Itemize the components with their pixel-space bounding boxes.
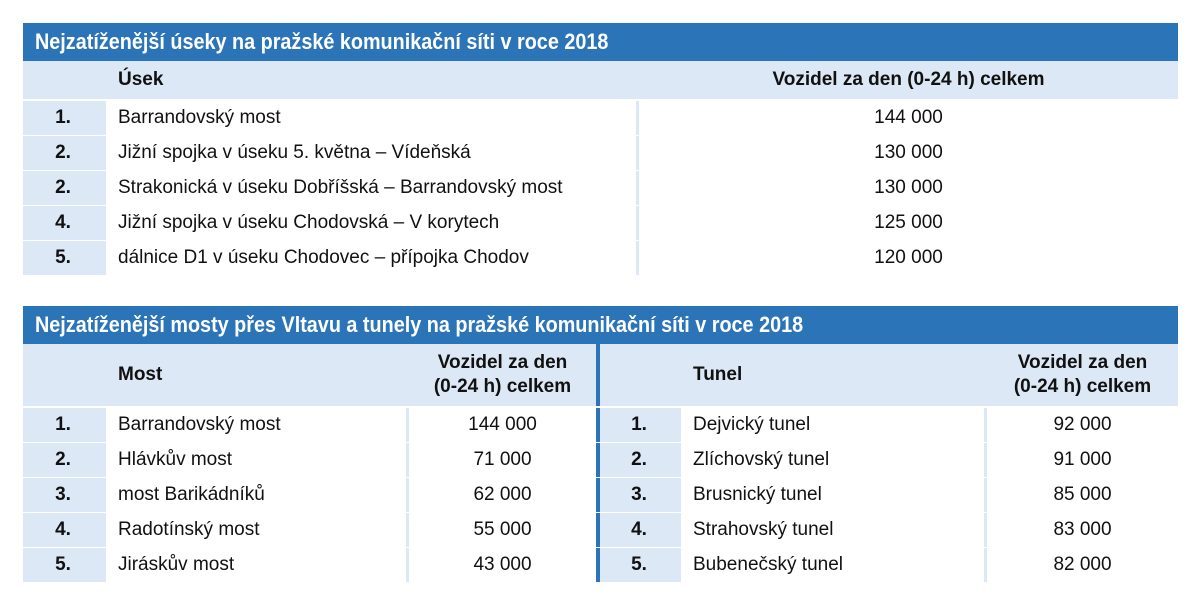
rank-cell: 5. xyxy=(23,241,103,275)
bridge-rank-cell: 2. xyxy=(23,443,103,477)
tunnel-rank-cell: 1. xyxy=(600,408,678,442)
rank-cell: 1. xyxy=(23,101,103,135)
table-row xyxy=(23,513,1178,548)
section-header: Úsek xyxy=(103,61,636,99)
rank-header xyxy=(23,61,103,99)
table-header-row xyxy=(23,344,1178,408)
tunnel-rank-cell: 5. xyxy=(600,548,678,582)
bridge-vehicles-cell: 144 000 xyxy=(406,408,596,442)
bridge-cell: Hlávkův most xyxy=(103,443,406,477)
tunnel-cell: Strahovský tunel xyxy=(678,513,984,547)
tunnel-vehicles-header xyxy=(984,344,1178,406)
rank-cell: 4. xyxy=(23,206,103,240)
section-cell: Jižní spojka v úseku 5. května – Vídeňská xyxy=(103,136,636,170)
tunnel-rank-cell: 4. xyxy=(600,513,678,547)
table-row xyxy=(23,241,1178,276)
tunnel-vehicles-cell: 92 000 xyxy=(984,408,1178,442)
bridge-vehicles-header-line1: Vozidel za den xyxy=(437,352,568,373)
table-row xyxy=(23,101,1178,136)
tunnel-vehicles-cell: 82 000 xyxy=(984,548,1178,582)
bridge-rank-cell: 5. xyxy=(23,548,103,582)
rank-cell: 2. xyxy=(23,136,103,170)
table-row xyxy=(23,443,1178,478)
bridge-rank-cell: 3. xyxy=(23,478,103,512)
table-row xyxy=(23,478,1178,513)
bridge-rank-header xyxy=(23,344,103,406)
vehicles-cell: 130 000 xyxy=(636,136,1178,170)
bridge-cell: Barrandovský most xyxy=(103,408,406,442)
bridge-vehicles-cell: 55 000 xyxy=(406,513,596,547)
vehicles-cell: 144 000 xyxy=(636,101,1178,135)
tunnel-vehicles-cell: 91 000 xyxy=(984,443,1178,477)
bridge-rank-cell: 4. xyxy=(23,513,103,547)
table-title xyxy=(23,23,1178,61)
bridges-tunnels-table xyxy=(23,306,1178,583)
rank-cell: 2. xyxy=(23,171,103,205)
table-row xyxy=(23,171,1178,206)
table-row xyxy=(23,206,1178,241)
bridge-vehicles-cell: 43 000 xyxy=(406,548,596,582)
tunnel-rank-header xyxy=(600,344,678,406)
tunnel-vehicles-header-line2: (0-24 h) celkem xyxy=(1013,376,1152,397)
bridge-header: Most xyxy=(103,344,406,406)
section-cell: dálnice D1 v úseku Chodovec – přípojka Chodov xyxy=(103,241,636,275)
road-sections-table xyxy=(23,23,1178,276)
vehicles-cell: 120 000 xyxy=(636,241,1178,275)
table-header-row xyxy=(23,61,1178,101)
section-cell: Jižní spojka v úseku Chodovská – V korytech xyxy=(103,206,636,240)
table-row xyxy=(23,408,1178,443)
bridge-cell: Radotínský most xyxy=(103,513,406,547)
tunnel-cell: Dejvický tunel xyxy=(678,408,984,442)
vehicles-header: Vozidel za den (0-24 h) celkem xyxy=(636,61,1178,99)
tunnel-vehicles-header-line1: Vozidel za den xyxy=(1017,352,1148,373)
table-title-text: Nejzatíženější úseky na pražské komunikační síti v roce 2018 xyxy=(35,29,609,54)
bridge-vehicles-cell: 62 000 xyxy=(406,478,596,512)
tunnel-vehicles-cell: 85 000 xyxy=(984,478,1178,512)
section-cell: Strakonická v úseku Dobříšská – Barrandovský most xyxy=(103,171,636,205)
table-row xyxy=(23,136,1178,171)
table-title-text: Nejzatíženější mosty přes Vltavu a tunely na pražské komunikační síti v roce 2018 xyxy=(35,312,804,337)
section-cell: Barrandovský most xyxy=(103,101,636,135)
vehicles-cell: 130 000 xyxy=(636,171,1178,205)
tunnel-cell: Brusnický tunel xyxy=(678,478,984,512)
vehicles-cell: 125 000 xyxy=(636,206,1178,240)
table-title xyxy=(23,306,1178,344)
tunnel-header: Tunel xyxy=(678,344,984,406)
bridge-vehicles-header xyxy=(406,344,596,406)
bridge-cell: Jiráskův most xyxy=(103,548,406,582)
tunnel-cell: Zlíchovský tunel xyxy=(678,443,984,477)
tunnel-cell: Bubenečský tunel xyxy=(678,548,984,582)
bridge-vehicles-header-line2: (0-24 h) celkem xyxy=(433,376,572,397)
tunnel-rank-cell: 2. xyxy=(600,443,678,477)
tunnel-rank-cell: 3. xyxy=(600,478,678,512)
table-row xyxy=(23,548,1178,583)
bridge-rank-cell: 1. xyxy=(23,408,103,442)
bridge-cell: most Barikádníků xyxy=(103,478,406,512)
tunnel-vehicles-cell: 83 000 xyxy=(984,513,1178,547)
bridge-vehicles-cell: 71 000 xyxy=(406,443,596,477)
